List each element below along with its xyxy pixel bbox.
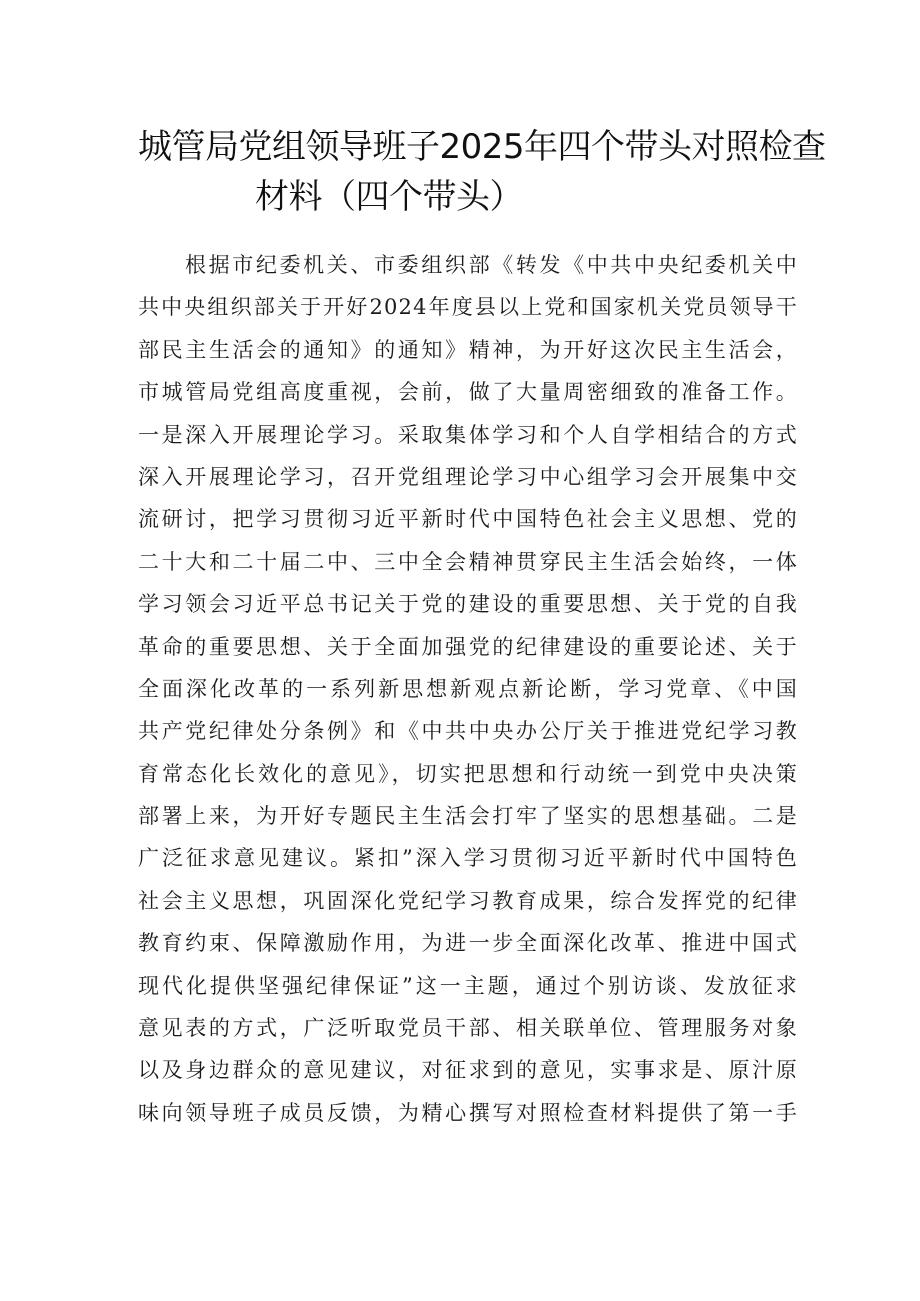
body-line: 育常态化长效化的意见》，切实把思想和行动统一到党中央决策 — [138, 761, 798, 786]
body-line: 社会主义思想，巩固深化党纪学习教育成果，综合发挥党的纪律 — [138, 888, 798, 913]
body-line: 革命的重要思想、关于全面加强党的纪律建设的重要论述、关于 — [138, 634, 798, 659]
body-line: 学习领会习近平总书记关于党的建设的重要思想、关于党的自我 — [138, 592, 798, 617]
body-line: 意见表的方式，广泛听取党员干部、相关联单位、管理服务对象 — [138, 1016, 798, 1041]
body-line: 共中央组织部关于开好2024年度县以上党和国家机关党员领导干 — [138, 295, 798, 320]
body-line: 二十大和二十届二中、三中全会精神贯穿民主生活会始终，一体 — [138, 549, 798, 574]
body-line: 流研讨，把学习贯彻习近平新时代中国特色社会主义思想、党的 — [138, 507, 798, 532]
body-line: 教育约束、保障激励作用，为进一步全面深化改革、推进中国式 — [138, 931, 798, 956]
body-line: 现代化提供坚强纪律保证”这一主题，通过个别访谈、发放征求 — [138, 973, 798, 998]
body-line: 以及身边群众的意见建议，对征求到的意见，实事求是、原汁原 — [138, 1058, 798, 1083]
body-line: 市城管局党组高度重视，会前，做了大量周密细致的准备工作。 — [138, 380, 798, 405]
document-title-line-1: 城管局党组领导班子2025年四个带头对照检查 — [138, 127, 826, 167]
body-line: 一是深入开展理论学习。采取集体学习和个人自学相结合的方式 — [138, 422, 798, 447]
document-title-line-2: 材料（四个带头） — [255, 177, 523, 217]
body-line: 深入开展理论学习，召开党组理论学习中心组学习会开展集中交 — [138, 464, 798, 489]
document-body — [138, 244, 798, 1134]
body-line: 部民主生活会的通知》的通知》精神，为开好这次民主生活会， — [138, 337, 798, 362]
body-line: 共产党纪律处分条例》和《中共中央办公厅关于推进党纪学习教 — [138, 719, 798, 744]
body-line: 味向领导班子成员反馈，为精心撰写对照检查材料提供了第一手 — [138, 1100, 798, 1125]
body-line: 全面深化改革的一系列新思想新观点新论断，学习党章、《中国 — [138, 676, 798, 701]
document-title — [120, 122, 826, 222]
body-line: 根据市纪委机关、市委组织部《转发《中共中央纪委机关中 — [185, 253, 798, 277]
body-line: 部署上来，为开好专题民主生活会打牢了坚实的思想基础。二是 — [138, 804, 798, 829]
body-line: 广泛征求意见建议。紧扣”深入学习贯彻习近平新时代中国特色 — [138, 846, 798, 871]
